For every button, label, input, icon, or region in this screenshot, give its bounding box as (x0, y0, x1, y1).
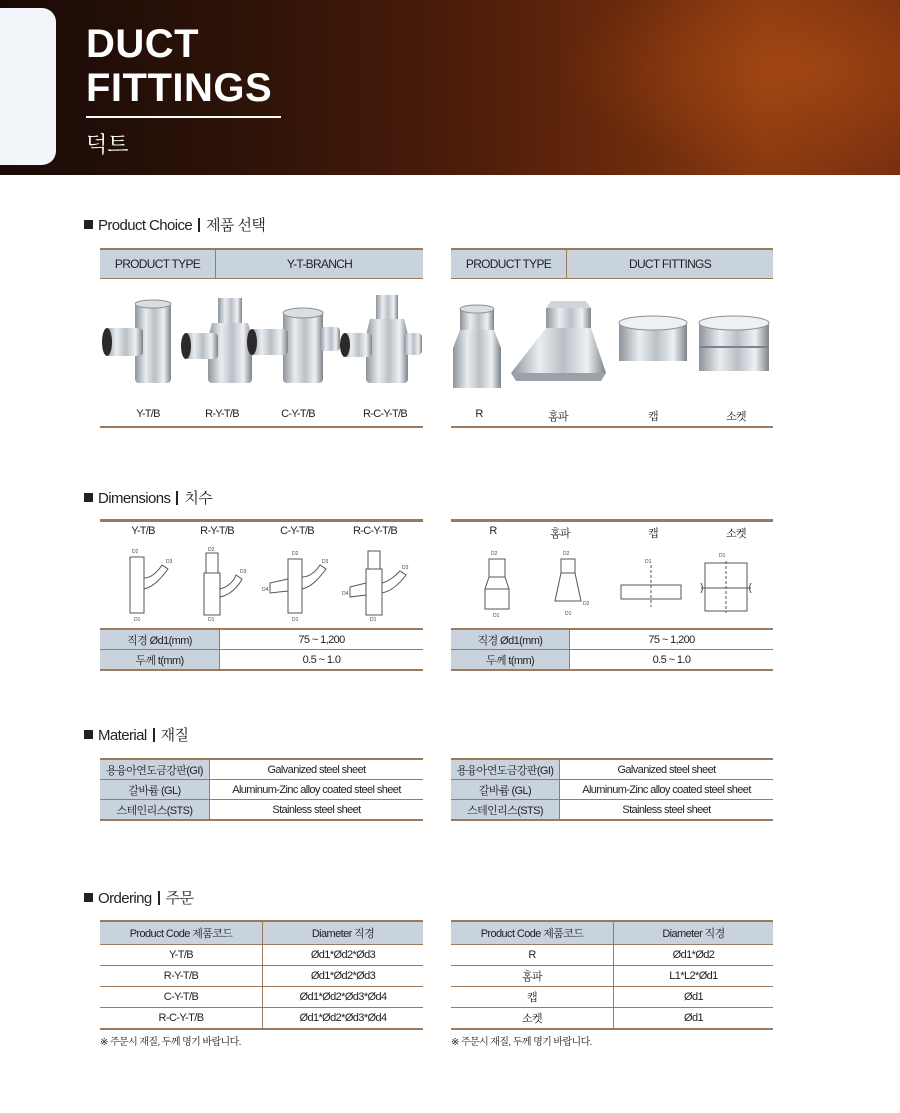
diameter-cell: Ød1*Ød2*Ød3 (263, 945, 424, 966)
product-type-header (451, 248, 773, 279)
section-separator (198, 218, 200, 232)
product-caption: C-Y-T/B (281, 408, 315, 420)
product-type-label: PRODUCT TYPE (100, 250, 216, 278)
table-row (100, 780, 423, 800)
section-ordering (84, 887, 193, 908)
table-row (451, 800, 773, 821)
product-photo-c-y-tb (247, 308, 340, 383)
material-table-right (451, 758, 773, 821)
section-bullet-icon (84, 730, 93, 739)
section-dimensions (84, 487, 212, 508)
dim-mark-d1: D1 (208, 617, 215, 623)
duct-fitting-photos (451, 293, 773, 398)
dimension-label: R-C-Y-T/B (352, 525, 398, 537)
section-title-ko: 제품 선택 (206, 217, 266, 234)
y-branch-photos (100, 293, 423, 398)
diameter-cell: Ød1*Ød2*Ød3*Ød4 (263, 987, 424, 1008)
dimension-panel-left (100, 519, 423, 624)
product-code-cell: 소켓 (451, 1008, 614, 1030)
section-title-ko: 주문 (165, 890, 194, 907)
table-row (451, 1008, 773, 1030)
product-photo-socket (699, 316, 769, 371)
product-type-value: DUCT FITTINGS (628, 257, 711, 271)
material-label: 용융아연도금강판(GI) (451, 759, 560, 780)
material-value: Aluminum-Zinc alloy coated steel sheet (560, 780, 774, 800)
dimension-row-label: 두께 t(mm) (451, 650, 570, 671)
section-product-choice (84, 214, 265, 235)
diameter-cell: Ød1 (614, 1008, 774, 1030)
title-divider (86, 116, 281, 118)
diameter-cell: Ød1*Ød2*Ød3 (263, 966, 424, 987)
dim-mark-d1: D1 (134, 617, 141, 623)
page-subtitle: 덕트 (86, 132, 129, 157)
dimension-row-label: 직경 Ød1(mm) (100, 629, 220, 650)
title-line-2: FITTINGS (86, 66, 273, 110)
product-caption: R (475, 408, 483, 420)
product-caption: 홈파 (548, 411, 568, 423)
table-header-row (451, 921, 773, 945)
dim-mark-d1: D1 (292, 617, 299, 623)
product-panel-right (451, 248, 773, 428)
column-header-diameter: Diameter 직경 (614, 921, 774, 945)
side-tab (0, 8, 56, 165)
product-code-cell: 홈파 (451, 966, 614, 987)
ordering-table-right (451, 920, 773, 1030)
table-row (451, 945, 773, 966)
column-header-code: Product Code 제품코드 (451, 921, 614, 945)
material-value: Galvanized steel sheet (210, 759, 424, 780)
dim-mark-d2: D2 (292, 551, 299, 557)
dimension-label: R (489, 525, 497, 537)
dim-mark-d1: D1 (493, 613, 500, 619)
material-label: 갈바륨 (GL) (100, 780, 210, 800)
dimension-table-right (451, 628, 773, 671)
dim-mark-d1: D1 (645, 559, 652, 565)
section-bullet-icon (84, 893, 93, 902)
table-row (100, 987, 423, 1008)
table-header-row (100, 921, 423, 945)
dimension-row-value: 75 ~ 1,200 (570, 629, 774, 650)
section-separator (158, 891, 160, 905)
table-row (100, 650, 423, 671)
product-caption: Y-T/B (136, 408, 160, 420)
dim-mark-d3: D3 (166, 559, 173, 565)
product-photo-r-y-tb (181, 298, 252, 383)
dim-mark-d2: D2 (491, 551, 498, 557)
dim-mark-d2: D2 (132, 549, 139, 555)
dimension-label: C-Y-T/B (280, 525, 314, 537)
dim-mark-d1: D1 (719, 553, 726, 559)
product-caption: 소켓 (726, 411, 746, 423)
section-title-en: Product Choice (98, 217, 193, 234)
page-banner (0, 0, 900, 175)
column-header-code: Product Code 제품코드 (100, 921, 263, 945)
dimension-row-label: 직경 Ød1(mm) (451, 629, 570, 650)
dim-mark-d2: D2 (583, 601, 590, 607)
section-separator (153, 728, 155, 742)
product-type-header (100, 248, 423, 279)
product-code-cell: R-Y-T/B (100, 966, 263, 987)
dim-mark-d3: D3 (322, 559, 329, 565)
section-title-en: Material (98, 727, 147, 744)
ordering-note: ※ 주문시 재질, 두께 명기 바랍니다. (451, 1037, 592, 1048)
product-code-cell: 캡 (451, 987, 614, 1008)
dim-mark-d1: D1 (565, 611, 572, 617)
ordering-table-left (100, 920, 423, 1030)
column-header-diameter: Diameter 직경 (263, 921, 424, 945)
dimension-top-rule (100, 519, 423, 522)
product-caption: 캡 (648, 411, 658, 423)
dimension-label: 캡 (648, 528, 658, 540)
material-label: 갈바륨 (GL) (451, 780, 560, 800)
material-label: 스테인리스(STS) (451, 800, 560, 821)
table-row (451, 759, 773, 780)
table-row (451, 629, 773, 650)
dimension-row-label: 두께 t(mm) (100, 650, 220, 671)
dimension-table-left (100, 628, 423, 671)
dim-mark-d3: D3 (402, 565, 409, 571)
product-photo-hopper (511, 301, 606, 381)
dim-mark-d1: D1 (370, 617, 377, 623)
table-row (100, 966, 423, 987)
diameter-cell: Ød1 (614, 987, 774, 1008)
product-photo-cap (619, 316, 687, 361)
dimension-label: Y-T/B (131, 525, 155, 537)
diameter-cell: L1*L2*Ød1 (614, 966, 774, 987)
material-value: Galvanized steel sheet (560, 759, 774, 780)
product-photo-r (453, 305, 501, 388)
material-value: Stainless steel sheet (210, 800, 424, 821)
title-line-1: DUCT (86, 22, 200, 66)
fitting-drawings (451, 543, 773, 623)
page-title (86, 22, 272, 110)
banner-glow (560, 0, 900, 175)
product-caption: R-Y-T/B (205, 408, 239, 420)
table-row (100, 945, 423, 966)
product-type-value: Y-T-BRANCH (286, 257, 353, 271)
table-row (451, 780, 773, 800)
y-branch-drawings (100, 543, 423, 623)
material-label: 스테인리스(STS) (100, 800, 210, 821)
table-row (100, 759, 423, 780)
product-photo-r-c-y-tb (340, 295, 422, 383)
material-value: Stainless steel sheet (560, 800, 774, 821)
section-title-ko: 재질 (160, 727, 189, 744)
product-code-cell: R-C-Y-T/B (100, 1008, 263, 1030)
product-photo-y-tb (102, 300, 171, 383)
dimension-row-value: 0.5 ~ 1.0 (220, 650, 424, 671)
dimension-label: 소켓 (726, 528, 746, 540)
dim-mark-d3: D3 (240, 569, 247, 575)
section-material (84, 724, 188, 745)
dim-mark-d4: D4 (342, 591, 349, 597)
section-title-ko: 치수 (184, 490, 213, 507)
material-value: Aluminum-Zinc alloy coated steel sheet (210, 780, 424, 800)
table-row (100, 800, 423, 821)
product-code-cell: R (451, 945, 614, 966)
product-panel-left (100, 248, 423, 428)
section-title-en: Dimensions (98, 490, 171, 507)
table-row (100, 1008, 423, 1030)
dim-mark-d4: D4 (262, 587, 269, 593)
material-label: 용융아연도금강판(GI) (100, 759, 210, 780)
table-row (100, 629, 423, 650)
section-title-en: Ordering (98, 890, 152, 907)
dimension-panel-right (451, 519, 773, 624)
section-bullet-icon (84, 493, 93, 502)
diameter-cell: Ød1*Ød2*Ød3*Ød4 (263, 1008, 424, 1030)
dimension-row-value: 75 ~ 1,200 (220, 629, 424, 650)
dim-mark-d2: D2 (208, 547, 215, 553)
diameter-cell: Ød1*Ød2 (614, 945, 774, 966)
product-code-cell: Y-T/B (100, 945, 263, 966)
table-row (451, 650, 773, 671)
table-row (451, 966, 773, 987)
product-code-cell: C-Y-T/B (100, 987, 263, 1008)
section-separator (176, 491, 178, 505)
dimension-label: 홈파 (550, 528, 570, 540)
dimension-top-rule (451, 519, 773, 522)
dimension-row-value: 0.5 ~ 1.0 (570, 650, 774, 671)
dim-mark-d2: D2 (563, 551, 570, 557)
material-table-left (100, 758, 423, 821)
ordering-note: ※ 주문시 재질, 두께 명기 바랍니다. (100, 1037, 241, 1048)
section-bullet-icon (84, 220, 93, 229)
table-row (451, 987, 773, 1008)
product-caption: R-C-Y-T/B (362, 408, 408, 420)
product-type-label: PRODUCT TYPE (451, 250, 567, 278)
dimension-label: R-Y-T/B (200, 525, 234, 537)
